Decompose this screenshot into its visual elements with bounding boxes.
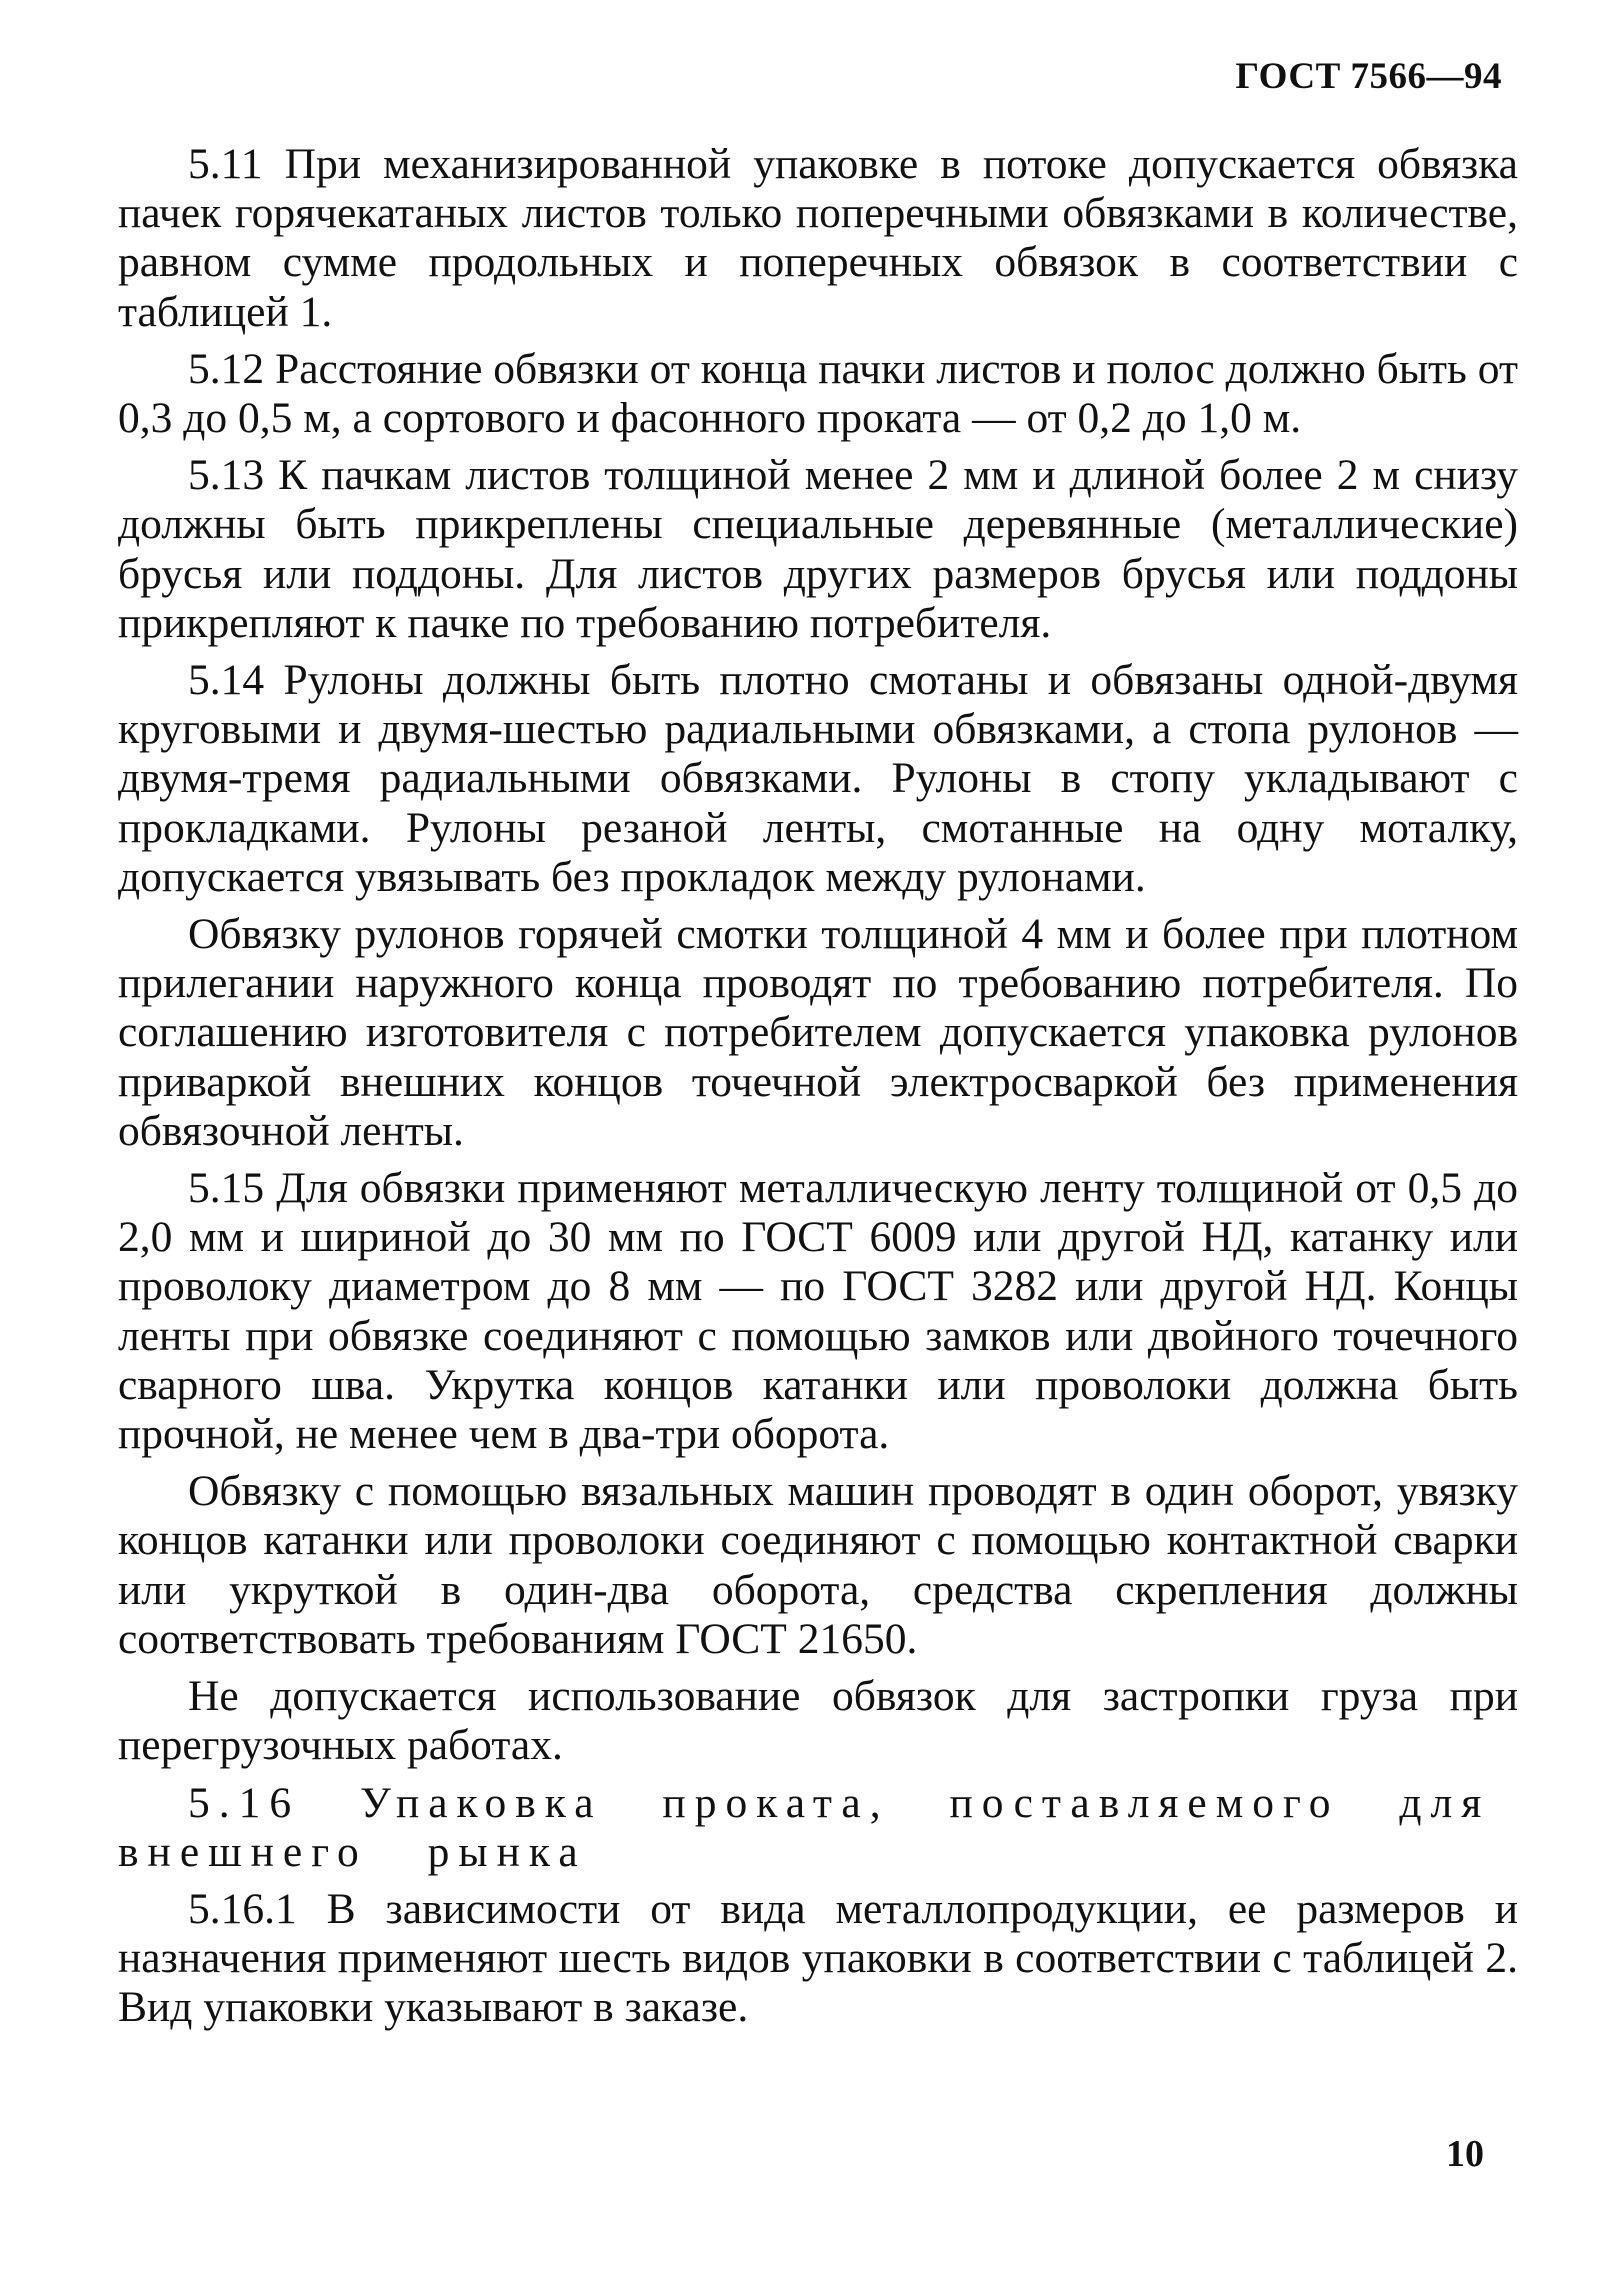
paragraph-strapping-restriction: Не допускается использование обвязок для застропки груза при перегрузочных работах. [118,1672,1518,1770]
paragraph-5-15: 5.15 Для обвязки применяют металлическую ленту толщиной от 0,5 до 2,0 мм и шириной до 30 мм по ГОСТ 6009 или другой НД, катанку или проволоку диаметром до 8 мм — по ГОСТ 3282 или другой НД. Концы ленты при обвязке соединяют с помощью замков или двойного точечного сварного шва. Укрутка концов катанки или проволоки должна быть прочной, не менее чем в два-три оборота. [118,1164,1518,1459]
paragraph-hot-coil-strapping: Обвязку рулонов горячей смотки толщиной 4 мм и более при плотном прилегании наружного конца проводят по требованию потребителя. По соглашению изготовителя с потребителем допускается упаковка рулонов приваркой внешних концов точечной электросваркой без применения обвязочной ленты. [118,910,1518,1155]
paragraph-5-16-1: 5.16.1 В зависимости от вида металлопродукции, ее размеров и назначения применяют шесть видов упаковки в соответствии с таблицей 2. Вид упаковки указывают в заказе. [118,1884,1518,2032]
section-heading-5-16: 5.16 Упаковка проката, поставляемого для внешнего рынка [118,1778,1491,1876]
standard-header: ГОСТ 7566—94 [1235,56,1502,97]
body-text [118,140,1518,2041]
paragraph-5-11: 5.11 При механизированной упаковке в потоке допускается обвязка пачек горячекатаных листов только поперечными обвязками в количестве, равном сумме продольных и поперечных обвязок в соответствии с таблицей 1. [118,140,1518,336]
paragraph-5-13: 5.13 К пачкам листов толщиной менее 2 мм и длиной более 2 м снизу должны быть прикреплены специальные деревянные (металлические) брусья или поддоны. Для листов других размеров брусья или поддоны прикрепляют к пачке по требованию потребителя. [118,451,1518,647]
paragraph-5-14: 5.14 Рулоны должны быть плотно смотаны и обвязаны одной-двумя круговыми и двумя-шестью радиальными обвязками, а стопа рулонов — двумя-тремя радиальными обвязками. Рулоны в стопу укладывают с прокладками. Рулоны резаной ленты, смотанные на одну моталку, допускается увязывать без прокладок между рулонами. [118,656,1518,901]
paragraph-machine-strapping: Обвязку с помощью вязальных машин проводят в один оборот, увязку концов катанки или проволоки соединяют с помощью контактной сварки или укруткой в один-два оборота, средства скрепления должны соответствовать требованиям ГОСТ 21650. [118,1467,1518,1663]
paragraph-5-12: 5.12 Расстояние обвязки от конца пачки листов и полос должно быть от 0,3 до 0,5 м, а сортового и фасонного проката — от 0,2 до 1,0 м. [118,344,1518,443]
page-number: 10 [1446,2133,1484,2175]
